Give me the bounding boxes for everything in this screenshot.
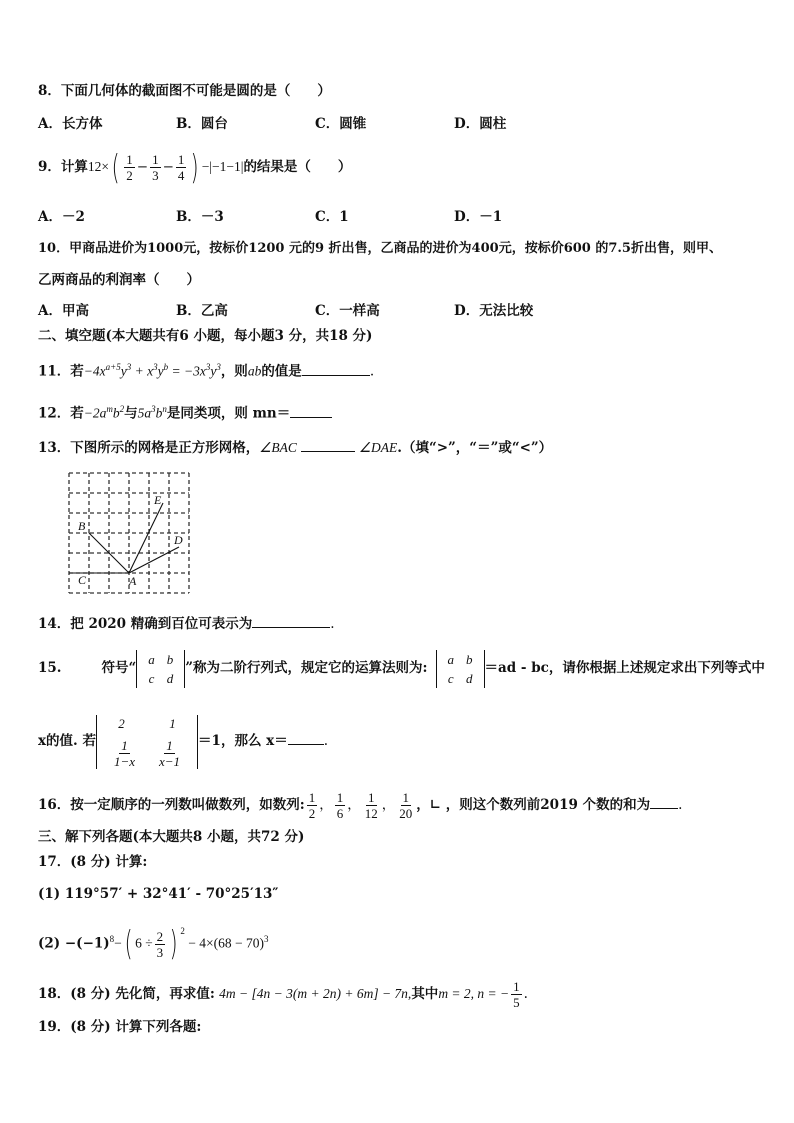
q8-option-c: C．圆锥	[315, 116, 367, 132]
label-a: A	[129, 574, 137, 588]
label-e: E	[154, 493, 162, 507]
q12-stem: 12．若$-2a^mb^2$与$5a^3b^n$是同类项，则 mn＝	[38, 400, 332, 423]
q14-answer-blank[interactable]	[252, 613, 330, 628]
q9-option-b: B．－3	[176, 209, 224, 225]
q10-option-b: B．乙高	[176, 303, 228, 319]
q8-option-b: B．圆台	[176, 116, 228, 132]
q15-determinant-rule: a b c d	[436, 650, 485, 688]
label-b: B	[78, 519, 86, 533]
q8-option-d: D．圆柱	[454, 116, 507, 132]
q15-stem-line2: x的值. 若 2 1 $\frac{1}{1-x}$ $\frac{1}{x-1}$ ＝1，那么 x＝ .	[38, 715, 328, 769]
q15-stem-line1: 15. 符号“ a b c d ”称为二阶行列式，规定它的运算法则为: a b c d ＝ad - bc，请你根据上述规定求出下列等式中	[38, 651, 765, 686]
label-d: D	[174, 533, 183, 547]
q15-determinant-symbol: a b c d	[136, 650, 185, 688]
q8-option-a: A．长方体	[38, 116, 103, 132]
label-c: C	[78, 573, 87, 587]
q9-option-c: C．1	[315, 209, 349, 225]
q13-answer-blank[interactable]	[301, 437, 355, 452]
q16-answer-blank[interactable]	[650, 794, 678, 809]
q17-part-1: (1) 119°57′ + 32°41′ - 70°25′13″	[38, 886, 279, 902]
q11-stem: 11．若$-4x^{a+5}y^3 + x^3y^b = -3x^3y^3$，则ab的值是 .	[38, 362, 375, 380]
q10-option-a: A．甲高	[38, 303, 89, 319]
q9-option-a: A．－2	[38, 209, 85, 225]
q15-answer-blank[interactable]	[288, 730, 324, 745]
q17-part-2: $(2) -(-1)^8-$( 6 ÷ $\frac{2}{3}$ ) $^2 - 4\times(68 - 70)^3$	[38, 924, 269, 964]
section-3-heading: 三、解下列各题(本大题共8 小题，共72 分)	[38, 829, 305, 845]
q16-stem: 16．按一定顺序的一列数叫做数列，如数列: $\frac{1}{2}$ ， $\frac{1}{6}$ ， $\frac{1}{12}$ ， $\frac{1}{20}$ ，∟ ，则这个数列前2019 个数的和为 .	[38, 790, 683, 821]
segment-ad	[129, 547, 179, 573]
q9-stem: 9．计算12×( $\frac{1}{2}$ − $\frac{1}{3}$ − $\frac{1}{4}$ ) −|−1−1|的结果是（ ）	[38, 147, 352, 188]
q10-line2: 乙两商品的利润率（ ）	[38, 272, 200, 288]
section-2-heading: 二、填空题(本大题共有6 小题，每小题3 分，共18 分)	[38, 328, 373, 344]
q10-option-c: C．一样高	[315, 303, 380, 319]
q14-stem: 14．把 2020 精确到百位可表示为 .	[38, 613, 335, 633]
q18-stem: 18．(8 分) 先化简，再求值: 4m − [4n − 3(m + 2n) + 6m] − 7n,其中m = 2, n = − $\frac{1}{5}$ .	[38, 979, 528, 1010]
q9-option-d: D．－1	[454, 209, 503, 225]
q8-stem: 8．下面几何体的截面图不可能是圆的是（ ）	[38, 83, 331, 99]
q15-equation-determinant: 2 1 $\frac{1}{1-x}$ $\frac{1}{x-1}$	[96, 715, 198, 769]
q17-stem: 17．(8 分) 计算:	[38, 854, 148, 870]
q10-line1: 10．甲商品进价为1000元，按标价1200 元的9 折出售，乙商品的进价为400元，按标价600 的7.5折出售，则甲、	[38, 241, 722, 256]
q13-grid-figure	[66, 470, 196, 600]
q13-stem: 13．下图所示的网格是正方形网格，∠BAC ∠DAE.（填“>”，“＝”或“<”）	[38, 437, 552, 457]
q11-answer-blank[interactable]	[302, 361, 370, 376]
q19-stem: 19．(8 分) 计算下列各题:	[38, 1019, 202, 1035]
q10-option-d: D．无法比较	[454, 303, 534, 319]
q12-answer-blank[interactable]	[290, 403, 332, 418]
